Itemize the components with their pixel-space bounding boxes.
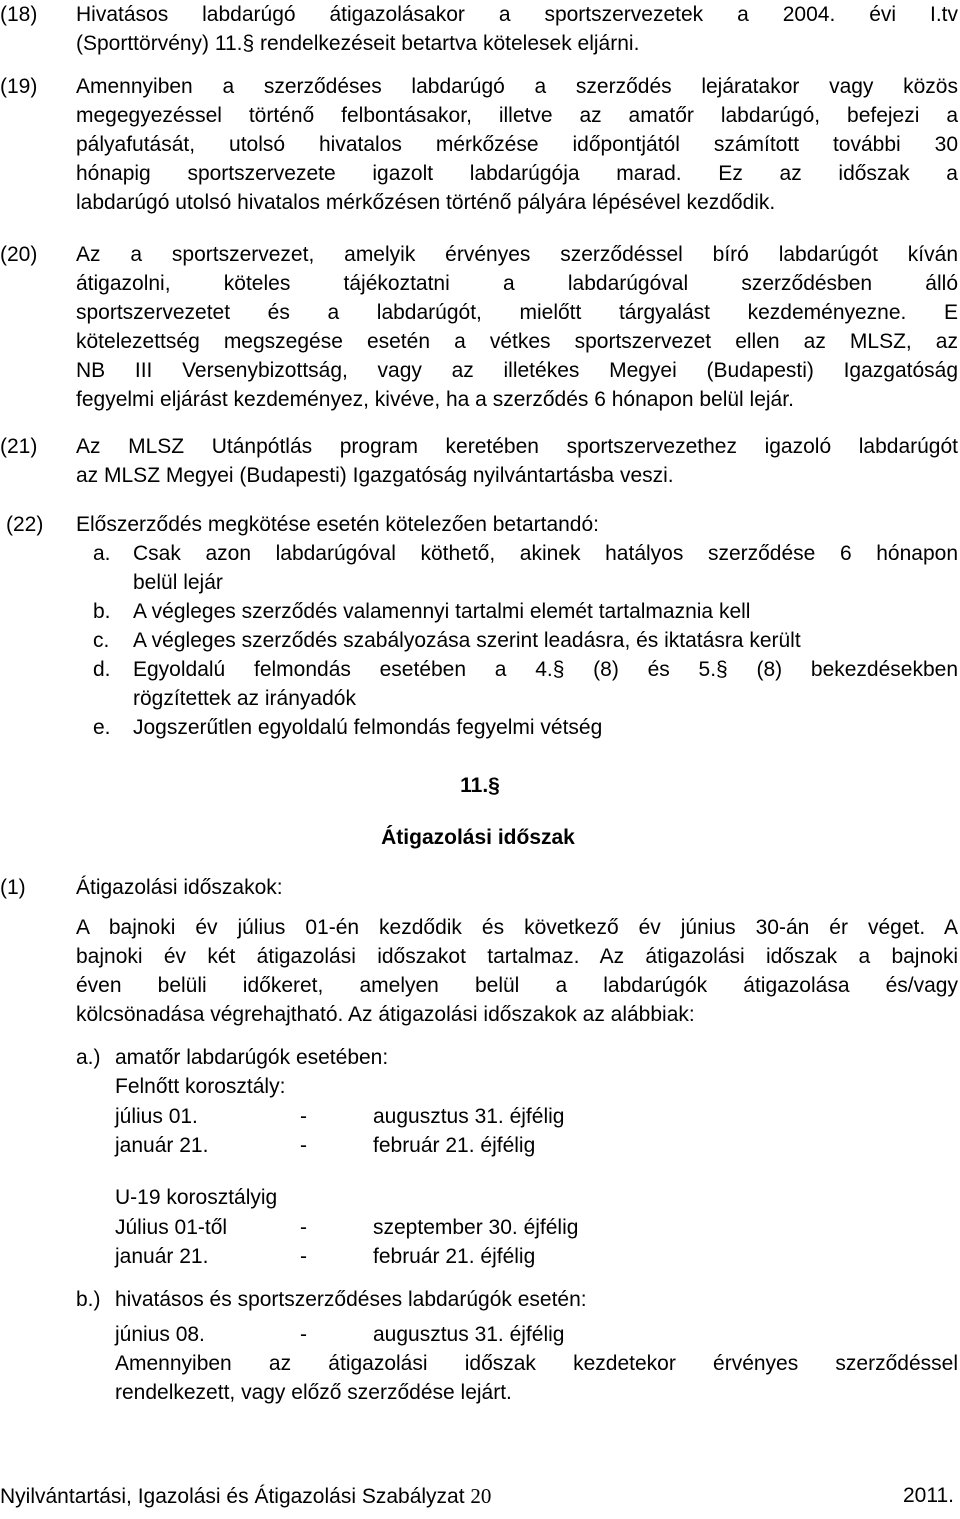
paragraph-line: sportszervezetet és a labdarúgót, mielőtt tárgyalást kezdeményezne. E [76,301,958,324]
paragraph-line: kölcsönadása végrehajtható. Az átigazolási időszakok az alábbiak: [76,1003,695,1026]
period-dash: - [300,1105,307,1128]
list-item-label: b. [93,600,111,623]
list-item-text: A végleges szerződés szabályozása szerint leadásra, és iktatásra került [133,629,801,652]
paragraph-number: (22) [6,513,44,536]
paragraph-line: átigazolni, köteles tájékoztatni a labdarúgóval szerződésben álló [76,272,958,295]
section-number: 11.§ [460,774,500,797]
age-group-label: U-19 korosztályig [115,1186,278,1209]
paragraph-line: NB III Versenybizottság, vagy az illetékes Megyei (Budapesti) Igazgatóság [76,359,958,382]
period-to: augusztus 31. éjfélig [373,1105,565,1128]
list-item-text: Jogszerűtlen egyoldalú felmondás fegyelmi vétség [133,716,603,739]
list-item-text: Egyoldalú felmondás esetében a 4.§ (8) és 5.§ (8) bekezdésekben [133,658,958,681]
list-item [93,713,958,742]
paragraph-line: megegyezéssel történő felbontásakor, illetve az amatőr labdarúgó, befejezi a [76,104,958,127]
age-group-label: Felnőtt korosztály: [115,1075,286,1098]
period-label: a.) [76,1046,101,1069]
list-item-label: a. [93,542,111,565]
paragraph-number: (21) [0,435,38,458]
period-from: június 08. [115,1323,205,1346]
period-from: július 01. [115,1105,198,1128]
paragraph-line: (Sporttörvény) 11.§ rendelkezéseit betartva kötelesek eljárni. [76,32,640,55]
paragraph-number: (20) [0,243,38,266]
paragraph-number: (18) [0,3,38,26]
list-item-label: c. [93,629,110,652]
paragraph-line: Amennyiben az átigazolási időszak kezdetekor érvényes szerződéssel [115,1352,958,1375]
period-to: szeptember 30. éjfélig [373,1216,579,1239]
paragraph-line: pályafutását, utolsó hivatalos mérkőzése időpontjától számított további 30 [76,133,958,156]
paragraph-line: Az a sportszervezet, amelyik érvényes szerződéssel bíró labdarúgót kíván [76,243,958,266]
period-dash: - [300,1216,307,1239]
list-item [93,626,958,655]
period-title: hivatásos és sportszerződéses labdarúgók esetén: [115,1288,587,1311]
paragraph-line: hónapig sportszervezete igazolt labdarúgója marad. Ez az időszak a [76,162,958,185]
paragraph-line: Előszerződés megkötése esetén kötelezően betartandó: [76,513,600,536]
paragraph-number: (19) [0,75,38,98]
paragraph-line: éven belüli időkeret, amelyen belül a labdarúgók átigazolása és/vagy [76,974,958,997]
list-item-label: e. [93,716,111,739]
list-item-text: Csak azon labdarúgóval köthető, akinek hatályos szerződése 6 hónapon [133,542,958,565]
list-item-text: A végleges szerződés valamennyi tartalmi elemét tartalmaznia kell [133,600,751,623]
period-a-header [76,1043,389,1072]
period-from: január 21. [115,1245,209,1268]
list-item-text: belül lejár [133,571,223,594]
period-dash: - [300,1323,307,1346]
page-footer [0,1483,958,1510]
period-b-header [76,1285,587,1314]
list-item-label: d. [93,658,111,681]
paragraph-20 [0,240,958,414]
list-item-text: rögzítettek az irányadók [133,687,356,710]
period-label: b.) [76,1288,101,1311]
list-item [93,597,958,626]
footer-year: 2011. [903,1484,954,1507]
paragraph-line: kötelezettség megszegése esetén a vétkes sportszervezet ellen az MLSZ, az [76,330,958,353]
paragraph-line: labdarúgó utolsó hivatalos mérkőzésen történő pályára lépésével kezdődik. [76,191,776,214]
paragraph-line: bajnoki év két átigazolási időszakot tartalmaz. Az átigazolási időszak a bajnoki [76,945,958,968]
paragraph-22 [6,510,960,539]
period-to: február 21. éjfélig [373,1245,536,1268]
period-to: augusztus 31. éjfélig [373,1323,565,1346]
paragraph-line: Az MLSZ Utánpótlás program keretében sportszervezethez igazoló labdarúgót [76,435,958,458]
paragraph-line: az MLSZ Megyei (Budapesti) Igazgatóság nyilvántartásba veszi. [76,464,674,487]
period-dash: - [300,1245,307,1268]
section-title: Átigazolási időszak [381,826,575,849]
list-item [93,539,958,597]
list-item [93,655,958,713]
period-from: január 21. [115,1134,209,1157]
footer-title: Nyilvántartási, Igazolási és Átigazolási Szabályzat [0,1485,465,1508]
subsection-1-header [0,873,283,902]
paragraph-21 [0,432,958,490]
paragraph-19 [0,72,958,217]
page-number: 20 [470,1484,492,1508]
paragraph-line: A bajnoki év július 01-én kezdődik és következő év június 30-án ér véget. A [76,916,958,939]
paragraph-line: fegyelmi eljárást kezdeményez, kivéve, ha a szerződés 6 hónapon belül lejár. [76,388,794,411]
period-from: Július 01-től [115,1216,228,1239]
paragraph-number: (1) [0,876,26,899]
period-to: február 21. éjfélig [373,1134,536,1157]
paragraph-line: Hivatásos labdarúgó átigazolásakor a sportszervezetek a 2004. évi I.tv [76,3,958,26]
paragraph-18 [0,0,958,58]
paragraph-line: rendelkezett, vagy előző szerződése lejárt. [115,1381,512,1404]
period-b-note [115,1349,958,1407]
subsection-label: Átigazolási időszakok: [76,876,283,899]
subsection-1-body [0,913,958,1029]
period-dash: - [300,1134,307,1157]
paragraph-line: Amennyiben a szerződéses labdarúgó a szerződés lejáratakor vagy közös [76,75,958,98]
period-title: amatőr labdarúgók esetében: [115,1046,389,1069]
